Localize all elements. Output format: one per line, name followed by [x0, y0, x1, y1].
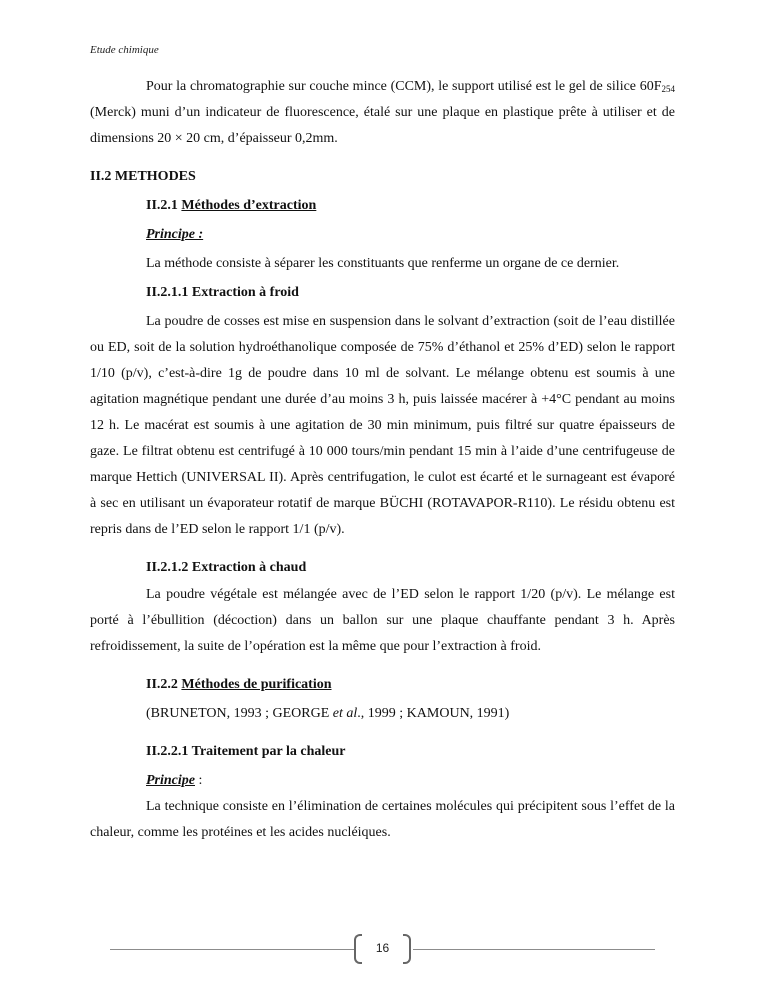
principe-label-2: Principe : [146, 773, 203, 788]
footer-bracket-right [403, 934, 411, 964]
ccm-text-a: Pour la chromatographie sur couche mince (CCM), le support utilisé est le gel de silice 60F [146, 79, 662, 94]
paragraph-extraction-chaud: La poudre végétale est mélangée avec de l’ED selon le rapport 1/20 (p/v). Le mélange est porté à l’ébullition (décoction) dans un ballon sur une plaque chauffante pendant 3 h. Après refroidissement, la suite de l’opération est la même que pour l’extraction à froid. [90, 587, 675, 654]
paragraph-extraction-froid: La poudre de cosses est mise en suspension dans le solvant d’extraction (soit de l’eau distillée ou ED, soit de la solution hydroéthanolique composée de 75% d’éthanol et 25% d’ED) selon le rapport 1/10 (p/v), c’est-à-dire 1g de poudre dans 10 ml de solvant. Le mélange obtenu est soumis à une agitation magnétique pendant une durée d’au moins 3 h, puis laissée macérer à +4°C pendant au moins 12 h. Le macérat est soumis à une agitation de 30 min minimum, puis filtré sur quatre épaisseurs de gaze. Le filtrat obtenu est centrifugé à 10 000 tours/min pendant 15 min à l’aide d’une centrifugeuse de marque Hettich (UNIVERSAL II). Après centrifugation, le culot est écarté et le surnageant est évaporé à sec en utilisant un évaporateur rotatif de marque BÜCHI (ROTAVAPOR-R110). Le résidu obtenu est repris dans de l’ED selon le rapport 1/1 (p/v). [90, 314, 675, 537]
subsection-title: Méthodes de purification [181, 677, 332, 692]
references: (BRUNETON, 1993 ; GEORGE et al., 1999 ; KAMOUN, 1991) [146, 706, 510, 721]
subsection-heading-extraction [90, 193, 675, 219]
page-number: 16 [375, 941, 390, 955]
subsection-title: Méthodes d’extraction [181, 198, 317, 213]
ccm-text-b: (Merck) muni d’un indicateur de fluorescence, étalé sur une plaque en plastique prête à utiliser et de dimensions 20 × 20 cm, d’épaisseur 0,2mm. [90, 105, 675, 146]
page-content [90, 74, 675, 846]
section-heading-methodes: II.2 METHODES [90, 169, 196, 184]
ccm-subscript: 254 [661, 84, 675, 94]
subsection-number: II.2.1 [146, 198, 182, 213]
subsection-number: II.2.2 [146, 677, 182, 692]
ccm-paragraph [90, 74, 675, 152]
heading-extraction-chaud: II.2.1.2 Extraction à chaud [146, 560, 307, 575]
footer-bracket-left [354, 934, 362, 964]
et-al: et al [332, 706, 358, 721]
principe-text: La méthode consiste à séparer les constituants que renferme un organe de ce dernier. [146, 256, 620, 271]
paragraph-traitement-chaleur: La technique consiste en l’élimination de certaines molécules qui précipitent sous l’effet de la chaleur, comme les protéines et les acides nucléiques. [90, 799, 675, 840]
principe-label: Principe : [146, 227, 204, 242]
heading-traitement-chaleur: II.2.2.1 Traitement par la chaleur [146, 744, 346, 759]
footer-rule-right [413, 949, 655, 950]
footer-rule-left [110, 949, 355, 950]
subsection-heading-purification [90, 672, 675, 698]
running-header: Etude chimique [90, 44, 159, 56]
heading-extraction-froid: II.2.1.1 Extraction à froid [146, 285, 299, 300]
